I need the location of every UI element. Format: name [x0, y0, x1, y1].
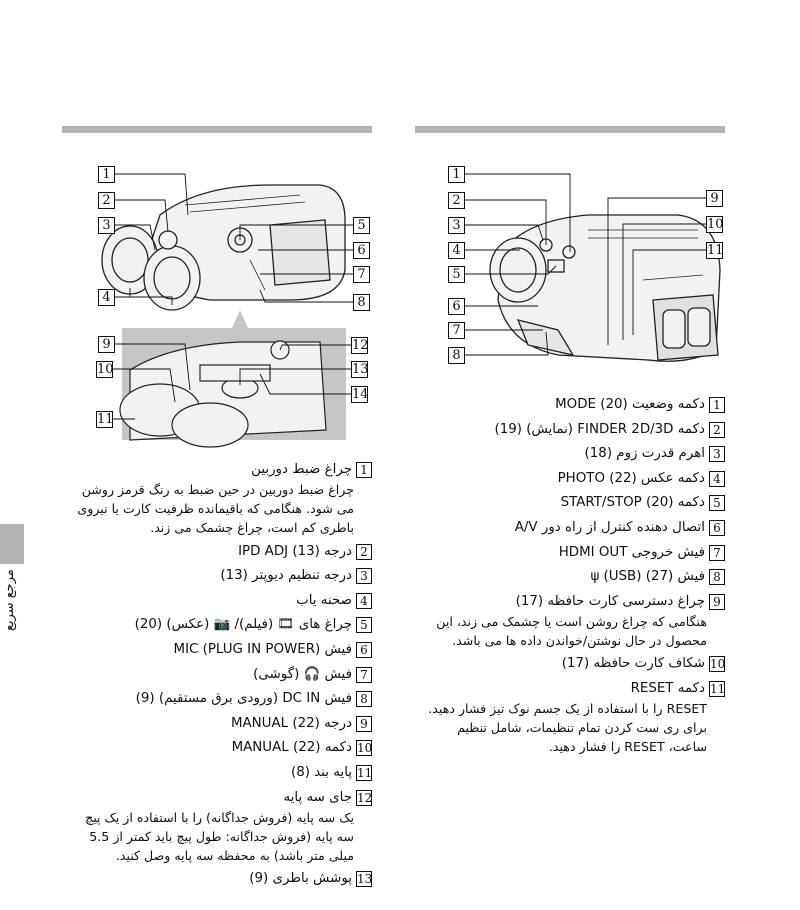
item-number: 9: [709, 594, 725, 610]
left-callout-1: 1: [98, 166, 115, 183]
right-item-4: [418, 469, 725, 489]
left-item-9: [70, 714, 372, 734]
item-number: 5: [709, 495, 725, 511]
item-number: 3: [356, 568, 372, 584]
left-item-7: [70, 665, 372, 685]
right-parts-list: [418, 395, 725, 761]
item-label: فیش خروجی HDMI OUT: [558, 544, 705, 560]
right-item-3: [418, 444, 725, 464]
item-number: 4: [356, 593, 372, 609]
item-label: دکمه RESET: [630, 680, 705, 696]
left-camera-illustration: [90, 160, 390, 450]
item-label: دکمه MANUAL (22): [231, 740, 352, 756]
item-number: 10: [710, 657, 726, 672]
section-side-tab: [0, 524, 24, 564]
item-number: 2: [709, 422, 725, 438]
left-item-11: [70, 763, 372, 783]
item-label: اتصال دهنده کنترل از راه دور A/V: [514, 519, 705, 535]
right-callout-10: 10: [707, 217, 724, 232]
right-callout-4: 4: [448, 242, 465, 259]
item-number: 7: [709, 545, 725, 561]
left-callout-11: 11: [97, 412, 114, 427]
item-label: چراغ ضبط دوربین: [251, 462, 352, 477]
item-label: اهرم قدرت زوم (18): [584, 446, 705, 462]
item-label: شکاف کارت حافظه (17): [561, 656, 705, 672]
left-callout-2: 2: [98, 192, 115, 209]
camera-rear-drawing: [90, 160, 390, 450]
right-item-1: [418, 395, 725, 415]
item-number: 6: [709, 520, 725, 536]
item-description: RESET را با استفاده از یک جسم نوک تیز فشار دهید. برای ری ست کردن تمام تنظیمات، شامل تنظیم ساعت، RESET را فشار دهید.: [428, 700, 707, 754]
right-item-2: [418, 420, 725, 440]
item-description: چراغ ضبط دوربین در حین ضبط به رنگ قرمز روشن می شود. هنگامی که باقیمانده ظرفیت کارت یا نیروی باطری کم است، چراغ چشمک می زند.: [77, 482, 354, 535]
item-number: 1: [356, 462, 372, 478]
item-number: 13: [357, 872, 373, 887]
item-number: 7: [356, 667, 372, 683]
left-callout-5: 5: [353, 217, 370, 234]
item-label: پوشش باطری (9): [249, 871, 352, 887]
right-item-7: [418, 543, 725, 563]
item-number: 8: [709, 569, 725, 585]
item-number: 10: [357, 741, 373, 756]
item-label: دکمه FINDER 2D/3D (نمایش) (19): [494, 421, 705, 437]
item-number: 12: [357, 790, 373, 805]
left-item-2: [70, 542, 372, 562]
right-callout-3: 3: [448, 217, 465, 234]
item-number: 11: [710, 681, 726, 696]
item-number: 5: [356, 617, 372, 633]
section-side-label: مرجع سریع: [2, 569, 17, 631]
item-label: فیش ψ (USB) (27): [590, 569, 705, 585]
right-callout-6: 6: [448, 298, 465, 315]
left-item-3: [70, 566, 372, 586]
right-item-5: [418, 493, 725, 513]
right-item-6: [418, 518, 725, 538]
camera-front-drawing: [448, 160, 738, 370]
item-number: 6: [356, 642, 372, 658]
right-callout-7: 7: [448, 322, 465, 339]
left-callout-6: 6: [353, 242, 370, 259]
item-description: هنگامی که چراغ روشن است یا چشمک می زند، این محصول در حال نوشتن/خواندن داده ها می باشد.: [436, 613, 707, 648]
left-callout-7: 7: [353, 266, 370, 283]
left-callout-9: 9: [98, 336, 115, 353]
left-callout-8: 8: [353, 294, 370, 311]
item-label: چراغ های 🎞 (فیلم)/ 📷 (عکس) (20): [134, 617, 352, 633]
item-number: 9: [356, 716, 372, 732]
right-callout-1: 1: [448, 166, 465, 183]
item-number: 1: [709, 397, 725, 413]
item-label: صحنه یاب: [296, 592, 352, 608]
right-callout-11: 11: [707, 243, 724, 258]
item-label: دکمه START/STOP (20): [560, 495, 705, 511]
right-callout-9: 9: [706, 190, 723, 207]
item-number: 8: [356, 691, 372, 707]
right-item-10: [418, 654, 725, 674]
left-callout-13: 13: [352, 362, 369, 377]
item-label: دکمه عکس PHOTO (22): [557, 470, 705, 486]
item-label: پایه بند (8): [290, 764, 352, 780]
left-item-10: [70, 738, 372, 758]
left-callout-4: 4: [98, 289, 115, 306]
left-item-5: [70, 615, 372, 635]
right-item-8: [418, 567, 725, 587]
left-item-13: [70, 869, 372, 889]
right-callout-2: 2: [448, 192, 465, 209]
item-label: درجه IPD ADJ (13): [238, 543, 352, 559]
right-item-11: [418, 679, 725, 756]
item-description: یک سه پایه (فروش جداگانه) را با استفاده از یک پیچ سه پایه (فروش جداگانه: طول پیچ باید کمتر از 5.5 میلی متر باشد) به محفظه سه پایه وصل کنید.: [85, 809, 354, 863]
item-number: 3: [709, 446, 725, 462]
item-number: 11: [357, 765, 373, 780]
right-column-rule: [415, 126, 725, 133]
item-number: 4: [709, 471, 725, 487]
item-label: فیش DC IN (ورودی برق مستقیم) (9): [135, 691, 352, 707]
item-label: فیش 🎧 (گوشی): [253, 666, 352, 682]
item-label: چراغ دسترسی کارت حافظه (17): [515, 593, 705, 609]
item-number: 2: [356, 544, 372, 560]
left-parts-list: [70, 460, 372, 894]
right-camera-illustration: [448, 160, 738, 370]
item-label: جای سه پایه: [283, 789, 352, 805]
left-column-rule: [62, 126, 372, 133]
left-item-8: [70, 689, 372, 709]
left-callout-14: 14: [352, 387, 369, 402]
left-item-6: [70, 640, 372, 660]
left-item-4: [70, 591, 372, 611]
left-callout-10: 10: [97, 362, 114, 377]
item-label: درجه MANUAL (22): [230, 715, 352, 731]
left-item-12: [70, 788, 372, 865]
item-label: درجه تنظیم دیوپتر (13): [220, 568, 352, 584]
right-callout-5: 5: [448, 266, 465, 283]
item-label: فیش MIC (PLUG IN POWER): [173, 641, 352, 657]
left-callout-12: 12: [352, 338, 369, 353]
right-callout-8: 8: [448, 347, 465, 364]
left-item-1: [70, 460, 372, 537]
right-item-9: [418, 592, 725, 650]
left-callout-3: 3: [98, 217, 115, 234]
item-label: دکمه وضعیت MODE (20): [555, 397, 705, 412]
